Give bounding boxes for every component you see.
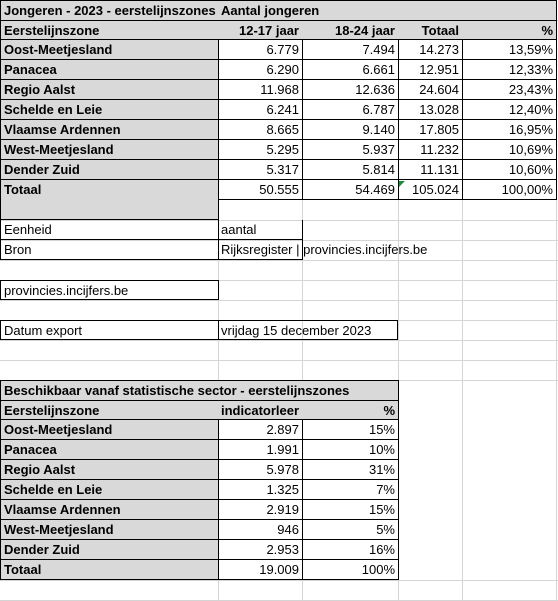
- zone-name[interactable]: Oost-Meetjesland: [0, 40, 219, 60]
- percent-value[interactable]: 31%: [302, 460, 399, 480]
- zone-name[interactable]: Regio Aalst: [0, 80, 219, 100]
- table1-header-row: [0, 20, 558, 40]
- table2-header-percent[interactable]: %: [302, 400, 399, 420]
- table-row: [0, 420, 558, 440]
- value-18-24[interactable]: 12.636: [302, 80, 399, 100]
- value-12-17[interactable]: 11.968: [218, 80, 303, 100]
- indicator-value[interactable]: 2.919: [218, 500, 303, 520]
- value-percent[interactable]: 10,60%: [462, 160, 557, 180]
- table1-total-row: [0, 180, 558, 220]
- zone-name[interactable]: Schelde en Leie: [0, 100, 219, 120]
- value-total[interactable]: 11.232: [398, 140, 463, 160]
- value-18-24[interactable]: 9.140: [302, 120, 399, 140]
- provincies-link[interactable]: provincies.incijfers.be: [0, 280, 219, 300]
- zone-name[interactable]: Panacea: [0, 440, 219, 460]
- total-12-17[interactable]: 50.555: [218, 180, 303, 200]
- meta-source-row: [0, 240, 558, 260]
- percent-value[interactable]: 10%: [302, 440, 399, 460]
- percent-value[interactable]: 7%: [302, 480, 399, 500]
- indicator-value[interactable]: 2.953: [218, 540, 303, 560]
- value-total[interactable]: 17.805: [398, 120, 463, 140]
- table-row: [0, 160, 558, 180]
- value-total[interactable]: 14.273: [398, 40, 463, 60]
- value-percent[interactable]: 23,43%: [462, 80, 557, 100]
- table-row: [0, 60, 558, 80]
- percent-value[interactable]: 5%: [302, 520, 399, 540]
- table1-header-12-17[interactable]: 12-17 jaar: [218, 20, 303, 40]
- total-label[interactable]: Totaal: [0, 180, 219, 220]
- table-row: [0, 100, 558, 120]
- table-row: [0, 80, 558, 100]
- value-18-24[interactable]: 7.494: [302, 40, 399, 60]
- table2-header-zone[interactable]: Eerstelijnszone: [0, 400, 219, 420]
- table1-title-row: [0, 0, 558, 20]
- table1-header-total[interactable]: Totaal: [398, 20, 463, 40]
- value-18-24[interactable]: 5.814: [302, 160, 399, 180]
- meta-export-row: [0, 320, 558, 340]
- zone-name[interactable]: Panacea: [0, 60, 219, 80]
- value-12-17[interactable]: 8.665: [218, 120, 303, 140]
- meta-link-row: [0, 280, 558, 300]
- indicator-value[interactable]: 2.897: [218, 420, 303, 440]
- table1-title[interactable]: Jongeren - 2023 - eerstelijnszones: [0, 0, 219, 20]
- export-value[interactable]: vrijdag 15 december 2023: [218, 320, 398, 340]
- table-row: [0, 440, 558, 460]
- table-row: [0, 120, 558, 140]
- table-row: [0, 500, 558, 520]
- percent-value[interactable]: 16%: [302, 540, 399, 560]
- total-indicator[interactable]: 19.009: [218, 560, 303, 580]
- value-total[interactable]: 13.028: [398, 100, 463, 120]
- table2-title[interactable]: Beschikbaar vanaf statistische sector - eerstelijnszones: [0, 380, 399, 400]
- value-percent[interactable]: 10,69%: [462, 140, 557, 160]
- source-value[interactable]: Rijksregister | provincies.incijfers.be: [218, 240, 303, 260]
- zone-name[interactable]: West-Meetjesland: [0, 520, 219, 540]
- value-18-24[interactable]: 6.787: [302, 100, 399, 120]
- zone-name[interactable]: West-Meetjesland: [0, 140, 219, 160]
- total-percent[interactable]: 100%: [302, 560, 399, 580]
- table-row: [0, 460, 558, 480]
- table1-header-percent[interactable]: %: [462, 20, 557, 40]
- unit-value[interactable]: aantal: [218, 220, 303, 240]
- zone-name[interactable]: Dender Zuid: [0, 540, 219, 560]
- indicator-value[interactable]: 946: [218, 520, 303, 540]
- zone-name[interactable]: Vlaamse Ardennen: [0, 500, 219, 520]
- total-18-24[interactable]: 54.469: [302, 180, 399, 200]
- table2-total-row: [0, 560, 558, 580]
- value-percent[interactable]: 13,59%: [462, 40, 557, 60]
- table-row: [0, 480, 558, 500]
- table2-title-row: [0, 380, 558, 400]
- total-label[interactable]: Totaal: [0, 560, 219, 580]
- table1-subtitle[interactable]: Aantal jongeren: [218, 0, 557, 20]
- value-percent[interactable]: 12,33%: [462, 60, 557, 80]
- value-total[interactable]: 24.604: [398, 80, 463, 100]
- source-label[interactable]: Bron: [0, 240, 219, 260]
- percent-value[interactable]: 15%: [302, 420, 399, 440]
- value-12-17[interactable]: 5.295: [218, 140, 303, 160]
- zone-name[interactable]: Oost-Meetjesland: [0, 420, 219, 440]
- table2-header-indicator[interactable]: indicatorleer: [218, 400, 303, 420]
- export-label[interactable]: Datum export: [0, 320, 219, 340]
- value-total[interactable]: 11.131: [398, 160, 463, 180]
- zone-name[interactable]: Regio Aalst: [0, 460, 219, 480]
- indicator-value[interactable]: 1.325: [218, 480, 303, 500]
- zone-name[interactable]: Vlaamse Ardennen: [0, 120, 219, 140]
- value-percent[interactable]: 16,95%: [462, 120, 557, 140]
- value-12-17[interactable]: 6.779: [218, 40, 303, 60]
- zone-name[interactable]: Schelde en Leie: [0, 480, 219, 500]
- table-row: [0, 40, 558, 60]
- table1-header-zone[interactable]: Eerstelijnszone: [0, 20, 219, 40]
- percent-value[interactable]: 15%: [302, 500, 399, 520]
- unit-label[interactable]: Eenheid: [0, 220, 219, 240]
- value-12-17[interactable]: 6.241: [218, 100, 303, 120]
- value-18-24[interactable]: 5.937: [302, 140, 399, 160]
- indicator-value[interactable]: 5.978: [218, 460, 303, 480]
- zone-name[interactable]: Dender Zuid: [0, 160, 219, 180]
- table1-header-18-24[interactable]: 18-24 jaar: [302, 20, 399, 40]
- total-percent[interactable]: 100,00%: [462, 180, 557, 200]
- value-total[interactable]: 12.951: [398, 60, 463, 80]
- comment-marker-icon: [399, 181, 405, 187]
- table-row: [0, 140, 558, 160]
- value-12-17[interactable]: 6.290: [218, 60, 303, 80]
- meta-unit-row: [0, 220, 558, 240]
- table2-header-row: [0, 400, 558, 420]
- value-18-24[interactable]: 6.661: [302, 60, 399, 80]
- total-total[interactable]: 105.024: [398, 180, 463, 200]
- value-12-17[interactable]: 5.317: [218, 160, 303, 180]
- table-row: [0, 540, 558, 560]
- value-percent[interactable]: 12,40%: [462, 100, 557, 120]
- table-row: [0, 520, 558, 540]
- indicator-value[interactable]: 1.991: [218, 440, 303, 460]
